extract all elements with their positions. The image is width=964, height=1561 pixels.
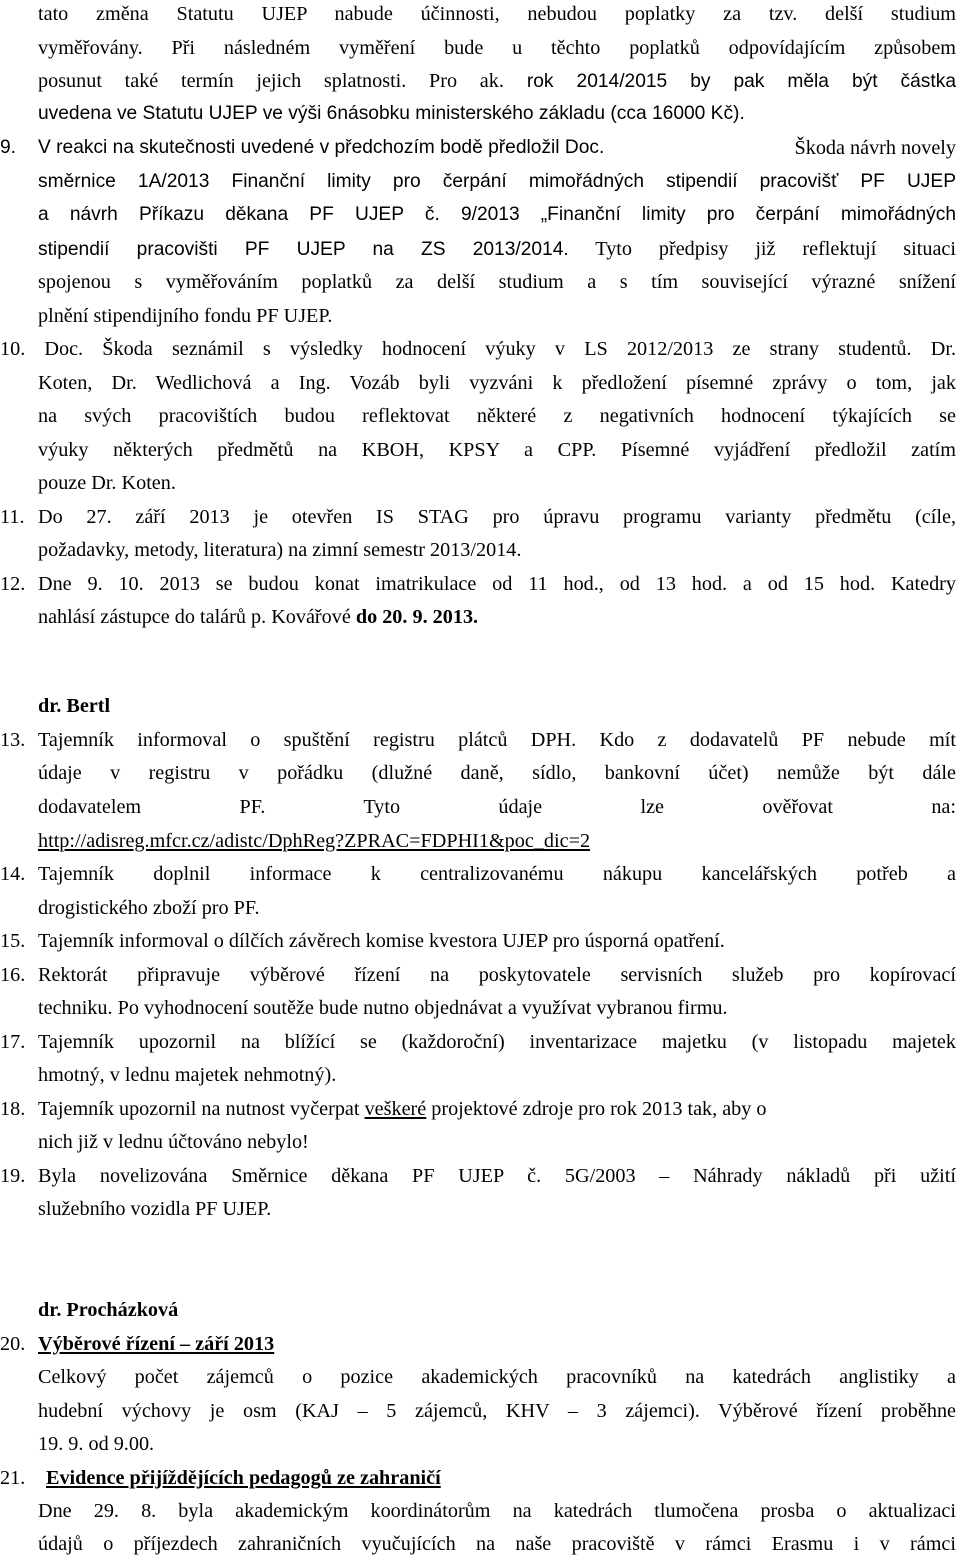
text-line: Koten, Dr. Wedlichová a Ing. Vozáb byli vyzváni k předložení písemné zprávy o tom, jak [38,372,956,394]
list-item-17: Tajemník upozornil na blížící se (každoroční) inventarizace majetku (v listopadu majetek [38,1031,956,1053]
list-item-12: Dne 9. 10. 2013 se budou konat imatrikulace od 11 hod., od 13 hod. a od 15 hod. Katedry [38,573,956,595]
list-number: 16. [0,964,26,986]
list-item-15: Tajemník informoval o dílčích závěrech komise kvestora UJEP pro úsporná opatření. [38,930,725,952]
text-line: tato změna Statutu UJEP nabude účinnosti, nebudou poplatky za tzv. delší studium [38,3,956,25]
list-number: 18. [0,1098,26,1120]
text-line: požadavky, metody, literatura) na zimní semestr 2013/2014. [38,539,522,561]
text-line: a návrh Příkazu děkana PF UJEP č. 9/2013 „Finanční limity pro čerpání mimořádných [38,204,957,225]
list-number: 19. [0,1165,26,1187]
list-item-14: Tajemník doplnil informace k centralizovanému nákupu kancelářských potřeb a [38,863,956,885]
text-line: 19. 9. od 9.00. [38,1433,155,1455]
list-item-13: Tajemník informoval o spuštění registru plátců DPH. Kdo z dodavatelů PF nebude mít [38,729,956,751]
text-line: stipendií pracovišti PF UJEP na ZS 2013/2014. Tyto předpisy již reflektují situaci [38,238,956,260]
text-line: nahlásí zástupce do talárů p. Kovářové do 20. 9. 2013. [38,606,479,628]
text-line: Celkový počet zájemců o pozice akademických pracovníků na katedrách anglistiky a [38,1366,956,1388]
text-line: Dne 29. 8. byla akademickým koordinátorům na katedrách tlumočena prosba o aktualizaci [38,1500,956,1522]
text-line: vyměřovány. Při následném vyměření bude u těchto poplatků odpovídajícím způsobem [38,37,956,59]
list-number: 13. [0,729,26,751]
list-item-18: Tajemník upozornil na nutnost vyčerpat veškeré projektové zdroje pro rok 2013 tak, aby o [38,1098,767,1120]
list-item-16: Rektorát připravuje výběrové řízení na poskytovatele servisních služeb pro kopírovací [38,964,956,986]
text-line: spojenou s vyměřováním poplatků za delší studium a s tím související výrazné snížení [38,271,956,293]
text-line: nich již v lednu účtováno nebylo! [38,1131,309,1153]
list-item-9: 9. V reakci na skutečnosti uvedené v předchozím bodě předložil Doc. [0,137,605,158]
text-line: směrnice 1A/2013 Finanční limity pro čerpání mimořádných stipendií pracovišť PF UJEP [38,171,956,192]
text-line: služebního vozidla PF UJEP. [38,1198,272,1220]
text-line: na svých pracovištích budou reflektovat některé z negativních hodnocení týkajících se [38,405,956,427]
text-line: hmotný, v lednu majetek nehmotný). [38,1064,337,1086]
list-item-21-title: Evidence přijíždějících pedagogů ze zahraničí [46,1467,441,1489]
list-number: 21. [0,1467,26,1489]
list-number: 11. [0,506,25,528]
text-line: hudební výchovy je osm (KAJ – 5 zájemců, KHV – 3 zájemci). Výběrové řízení proběhne [38,1400,956,1422]
text-line: posunut také termín jejich splatnosti. Pro ak. rok 2014/2015 by pak měla být částka [38,70,956,92]
registry-link[interactable]: http://adisreg.mfcr.cz/adistc/DphReg?ZPRAC=FDPHI1&poc_dic=2 [38,830,591,852]
text-line: techniku. Po vyhodnocení soutěže bude nutno objednávat a využívat vybranou firmu. [38,997,728,1019]
section-heading: dr. Bertl [38,695,111,717]
text-line: pouze Dr. Koten. [38,472,176,494]
list-item-11: Do 27. září 2013 je otevřen IS STAG pro úpravu programu varianty předmětu (cíle, [38,506,956,528]
list-number: 14. [0,863,26,885]
list-number: 15. [0,930,26,952]
list-item-10: 10. Doc. Škoda seznámil s výsledky hodnocení výuky v LS 2012/2013 ze strany studentů. Dr. [0,338,956,360]
text-line: výuky některých předmětů na KBOH, KPSY a CPP. Písemné vyjádření předložil zatím [38,439,956,461]
text-line: Škoda návrh novely [794,137,956,159]
list-number: 17. [0,1031,26,1053]
text-line: plnění stipendijního fondu PF UJEP. [38,305,333,327]
text-line: údajů o příjezdech zahraničních vyučujících na naše pracoviště v rámci Erasmu i v rámci [38,1533,956,1555]
list-item-20-title: Výběrové řízení – září 2013 [38,1333,275,1355]
list-number: 12. [0,573,26,595]
section-heading: dr. Procházková [38,1299,179,1321]
text-line: drogistického zboží pro PF. [38,897,260,919]
list-item-19: Byla novelizována Směrnice děkana PF UJEP č. 5G/2003 – Náhrady nákladů při užití [38,1165,956,1187]
text-line: údaje v registru v pořádku (dlužné daně, sídlo, bankovní účet) nemůže být dále [38,762,956,784]
text-line: dodavatelem PF. Tyto údaje lze ověřovat na: [38,796,956,818]
text-line: uvedena ve Statutu UJEP ve výši 6násobku ministerského základu (cca 16000 Kč). [38,103,745,124]
list-number: 20. [0,1333,26,1355]
